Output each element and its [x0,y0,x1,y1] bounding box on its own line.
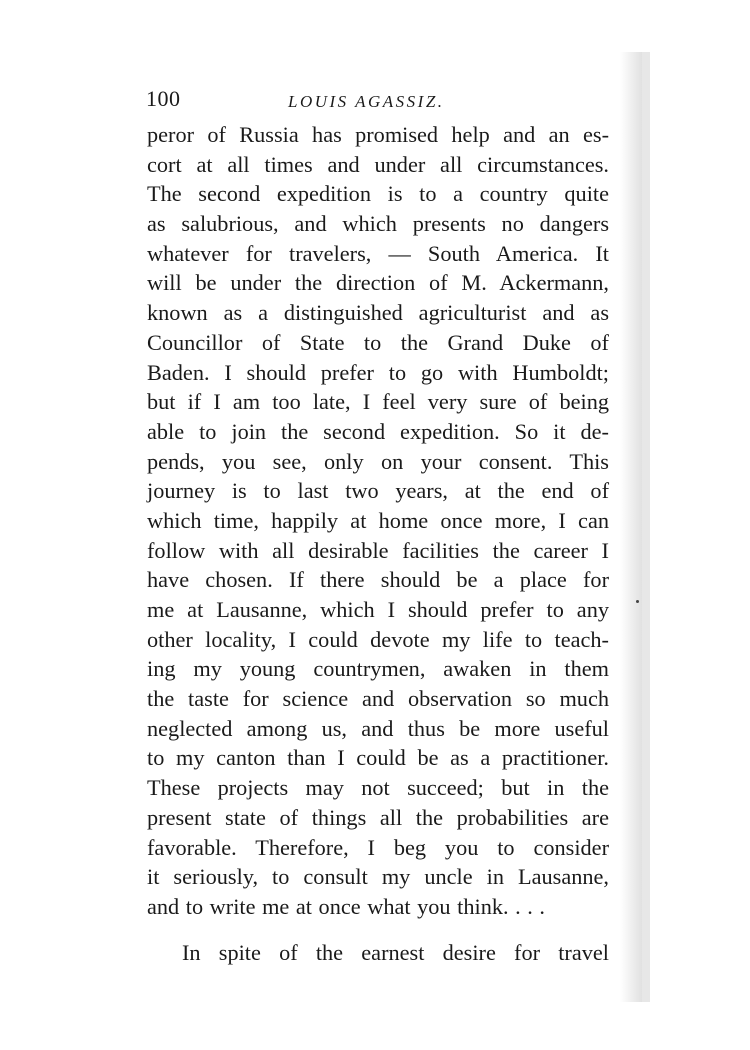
text-line: the taste for science and observation so much [147,686,609,712]
page-header [146,86,606,120]
text-line: will be under the direction of M. Ackermann, [147,270,609,296]
page-edge-shadow-strip [642,52,650,1002]
text-line: have chosen. If there should be a place for [147,567,609,593]
text-line: Councillor of State to the Grand Duke of [147,329,609,355]
text-line: able to join the second expedition. So it de- [147,418,609,444]
text-line: whatever for travelers, — South America. It [147,240,609,266]
page-number: 100 [146,86,181,111]
text-line: cort at all times and under all circumstances. [147,151,609,177]
page-edge-shadow [620,52,642,1002]
running-head: LOUIS AGASSIZ. [288,92,445,111]
text-line: other locality, I could devote my life to teach- [147,626,609,652]
body-text [147,120,609,922]
text-line: to my canton than I could be as a practitioner. [147,745,609,771]
text-line: These projects may not succeed; but in the [147,775,609,801]
text-line: favorable. Therefore, I beg you to consider [147,834,609,860]
text-line: it seriously, to consult my uncle in Lausanne, [147,864,609,890]
text-line: Baden. I should prefer to go with Humboldt; [147,359,609,385]
text-line: The second expedition is to a country quite [147,181,609,207]
text-line: follow with all desirable facilities the career I [147,537,609,563]
text-line: journey is to last two years, at the end of [147,478,609,504]
text-line: which time, happily at home once more, I can [147,507,609,533]
text-line: pends, you see, only on your consent. This [147,448,609,474]
text-line: known as a distinguished agriculturist and as [147,300,609,326]
next-paragraph-start: In spite of the earnest desire for travel [182,940,609,965]
text-line: neglected among us, and thus be more useful [147,715,609,741]
text-line: as salubrious, and which presents no dangers [147,211,609,237]
text-line: and to write me at once what you think. . . . [147,893,546,919]
text-line: ing my young countrymen, awaken in them [147,656,609,682]
text-line: present state of things all the probabilities are [147,804,609,830]
text-line: peror of Russia has promised help and an es- [147,122,609,147]
text-line: me at Lausanne, which I should prefer to any [147,597,609,622]
print-speck [636,600,639,603]
text-line: but if I am too late, I feel very sure of being [147,389,609,415]
